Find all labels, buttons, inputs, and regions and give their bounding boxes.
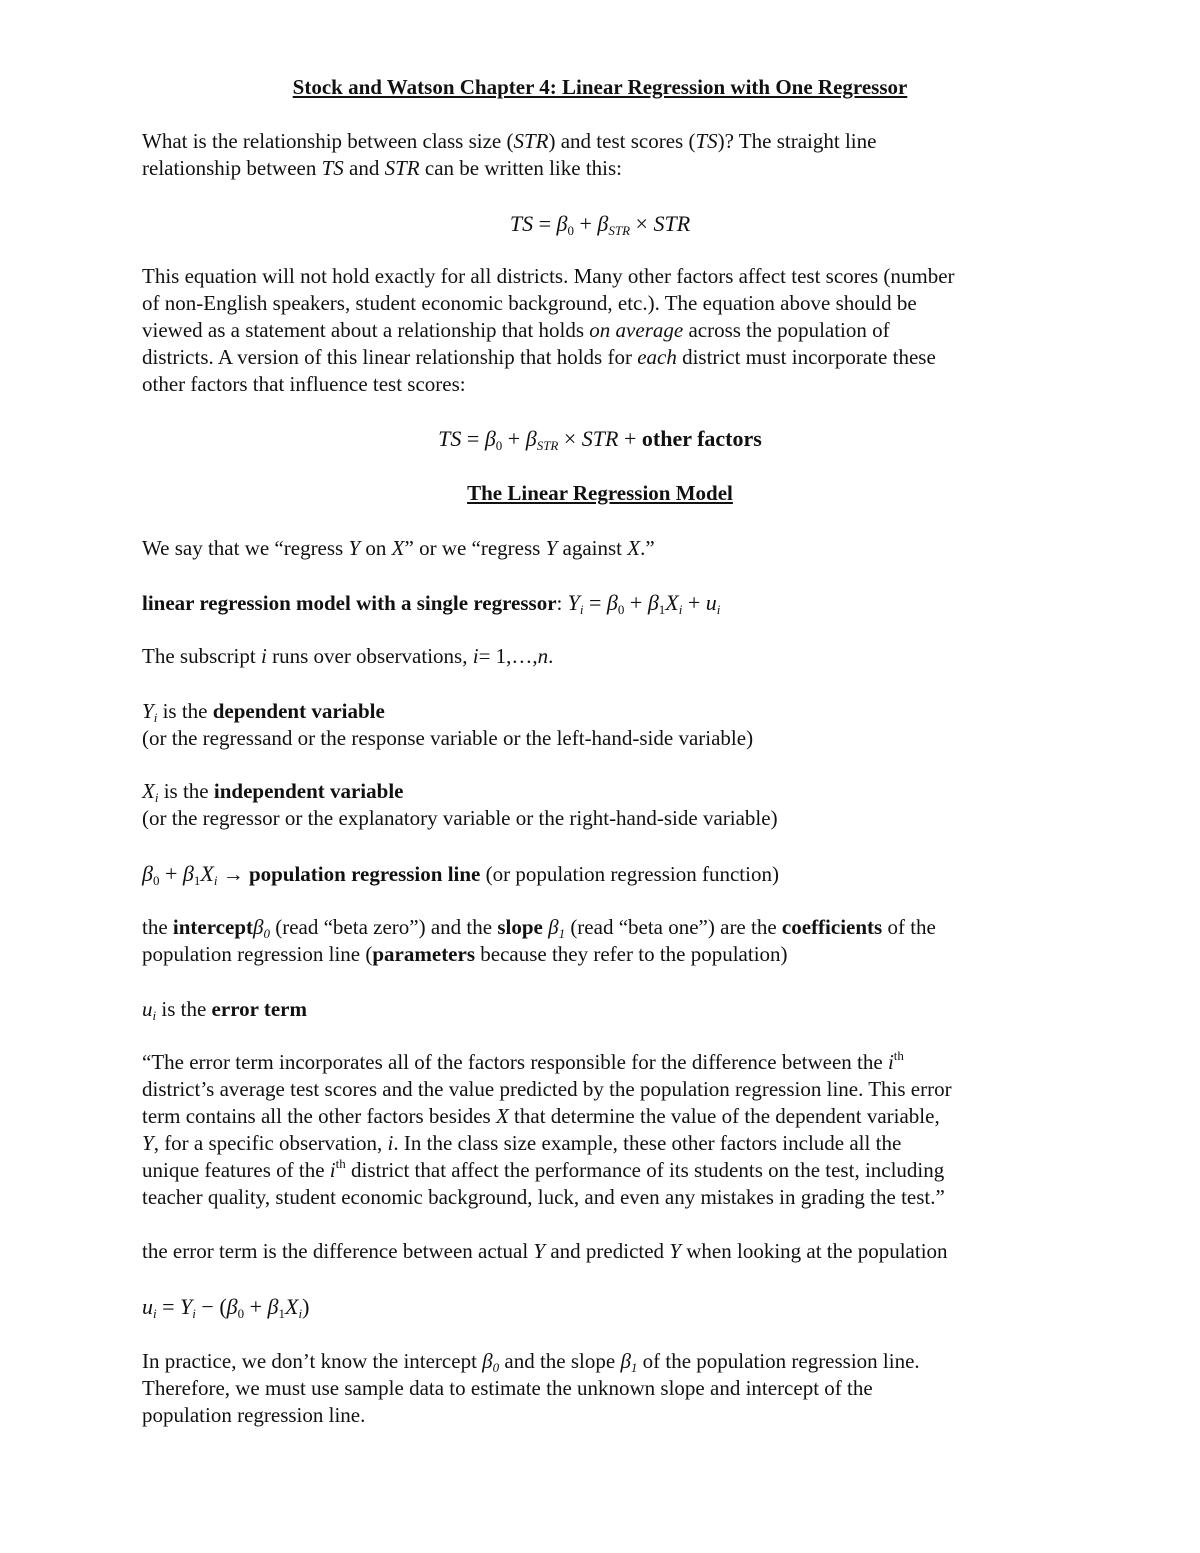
quote-line-1: “The error term incorporates all of the factors responsible for the difference between the $i^{th}$ <box>142 1048 904 1074</box>
equation-1: TS = $\beta_0 + \beta_{STR}$ × STR <box>509 211 691 238</box>
para1-line-3: viewed as a statement about a relationship that holds on average across the population of <box>142 318 890 342</box>
equation-2: TS = $\beta_0 + \beta_{STR}$ × STR + other factors <box>438 426 762 453</box>
practice-line-2: Therefore, we must use sample data to estimate the unknown slope and intercept of the <box>142 1376 873 1400</box>
quote-line-6: teacher quality, student economic background, luck, and even any mistakes in grading the test.” <box>142 1185 945 1209</box>
para1-line-1: This equation will not hold exactly for all districts. Many other factors affect test scores (number <box>142 264 955 288</box>
practice-line-3: population regression line. <box>142 1403 366 1427</box>
quote-line-2: district’s average test scores and the value predicted by the population regression line. This error <box>142 1077 952 1101</box>
intro-line-2: relationship between TS and STR can be written like this: <box>142 156 623 180</box>
coefficients-line-1: the interceptβ$_0$ (read “beta zero”) and the slope $\beta_1$ (read “beta one”) are the coefficients of the <box>142 915 936 941</box>
dependent-variable-heading: $Y_i$ is the dependent variable <box>142 699 385 725</box>
page-title: Stock and Watson Chapter 4: Linear Regression with One Regressor <box>292 75 908 99</box>
para1-line-2: of non-English speakers, student economic background, etc.). The equation above should be <box>142 291 917 315</box>
independent-variable-heading: $X_i$ is the independent variable <box>142 779 404 805</box>
model-definition: linear regression model with a single regressor: $Y_i = \beta_0 + \beta_1X_i + u_i$ <box>142 590 721 617</box>
practice-line-1: In practice, we don’t know the intercept $\beta_0$ and the slope $\beta_1$ of the population regression line. <box>142 1349 920 1375</box>
coefficients-line-2: population regression line (parameters because they refer to the population) <box>142 942 788 966</box>
error-term-heading: $u_i$ is the error term <box>142 997 307 1023</box>
dependent-variable-note: (or the regressand or the response variable or the left-hand-side variable) <box>142 726 754 750</box>
independent-variable-note: (or the regressor or the explanatory variable or the right-hand-side variable) <box>142 806 778 830</box>
error-equation: $u_i = Y_i - (\beta_0 + \beta_1X_i)$ <box>142 1294 310 1321</box>
error-difference-line: the error term is the difference between actual Y and predicted Y when looking at the population <box>142 1239 948 1263</box>
para1-line-5: other factors that influence test scores: <box>142 372 466 396</box>
quote-line-4: Y, for a specific observation, i. In the class size example, these other factors include all the <box>142 1131 902 1155</box>
intro-line-1: What is the relationship between class size (STR) and test scores (TS)? The straight line <box>142 129 877 153</box>
population-regression-line: $\beta_0 + \beta_1X_i$ → population regression line (or population regression function) <box>142 861 779 888</box>
section-title: The Linear Regression Model <box>467 481 733 505</box>
para1-line-4: districts. A version of this linear relationship that holds for each district must incorporate these <box>142 345 936 369</box>
quote-line-3: term contains all the other factors besides X that determine the value of the dependent variable, <box>142 1104 940 1128</box>
quote-line-5: unique features of the $i^{th}$ district that affect the performance of its students on the test, including <box>142 1156 945 1182</box>
subscript-line: The subscript i runs over observations, i= 1,…,n. <box>142 644 554 668</box>
regress-line: We say that we “regress Y on X” or we “regress Y against X.” <box>142 536 655 560</box>
